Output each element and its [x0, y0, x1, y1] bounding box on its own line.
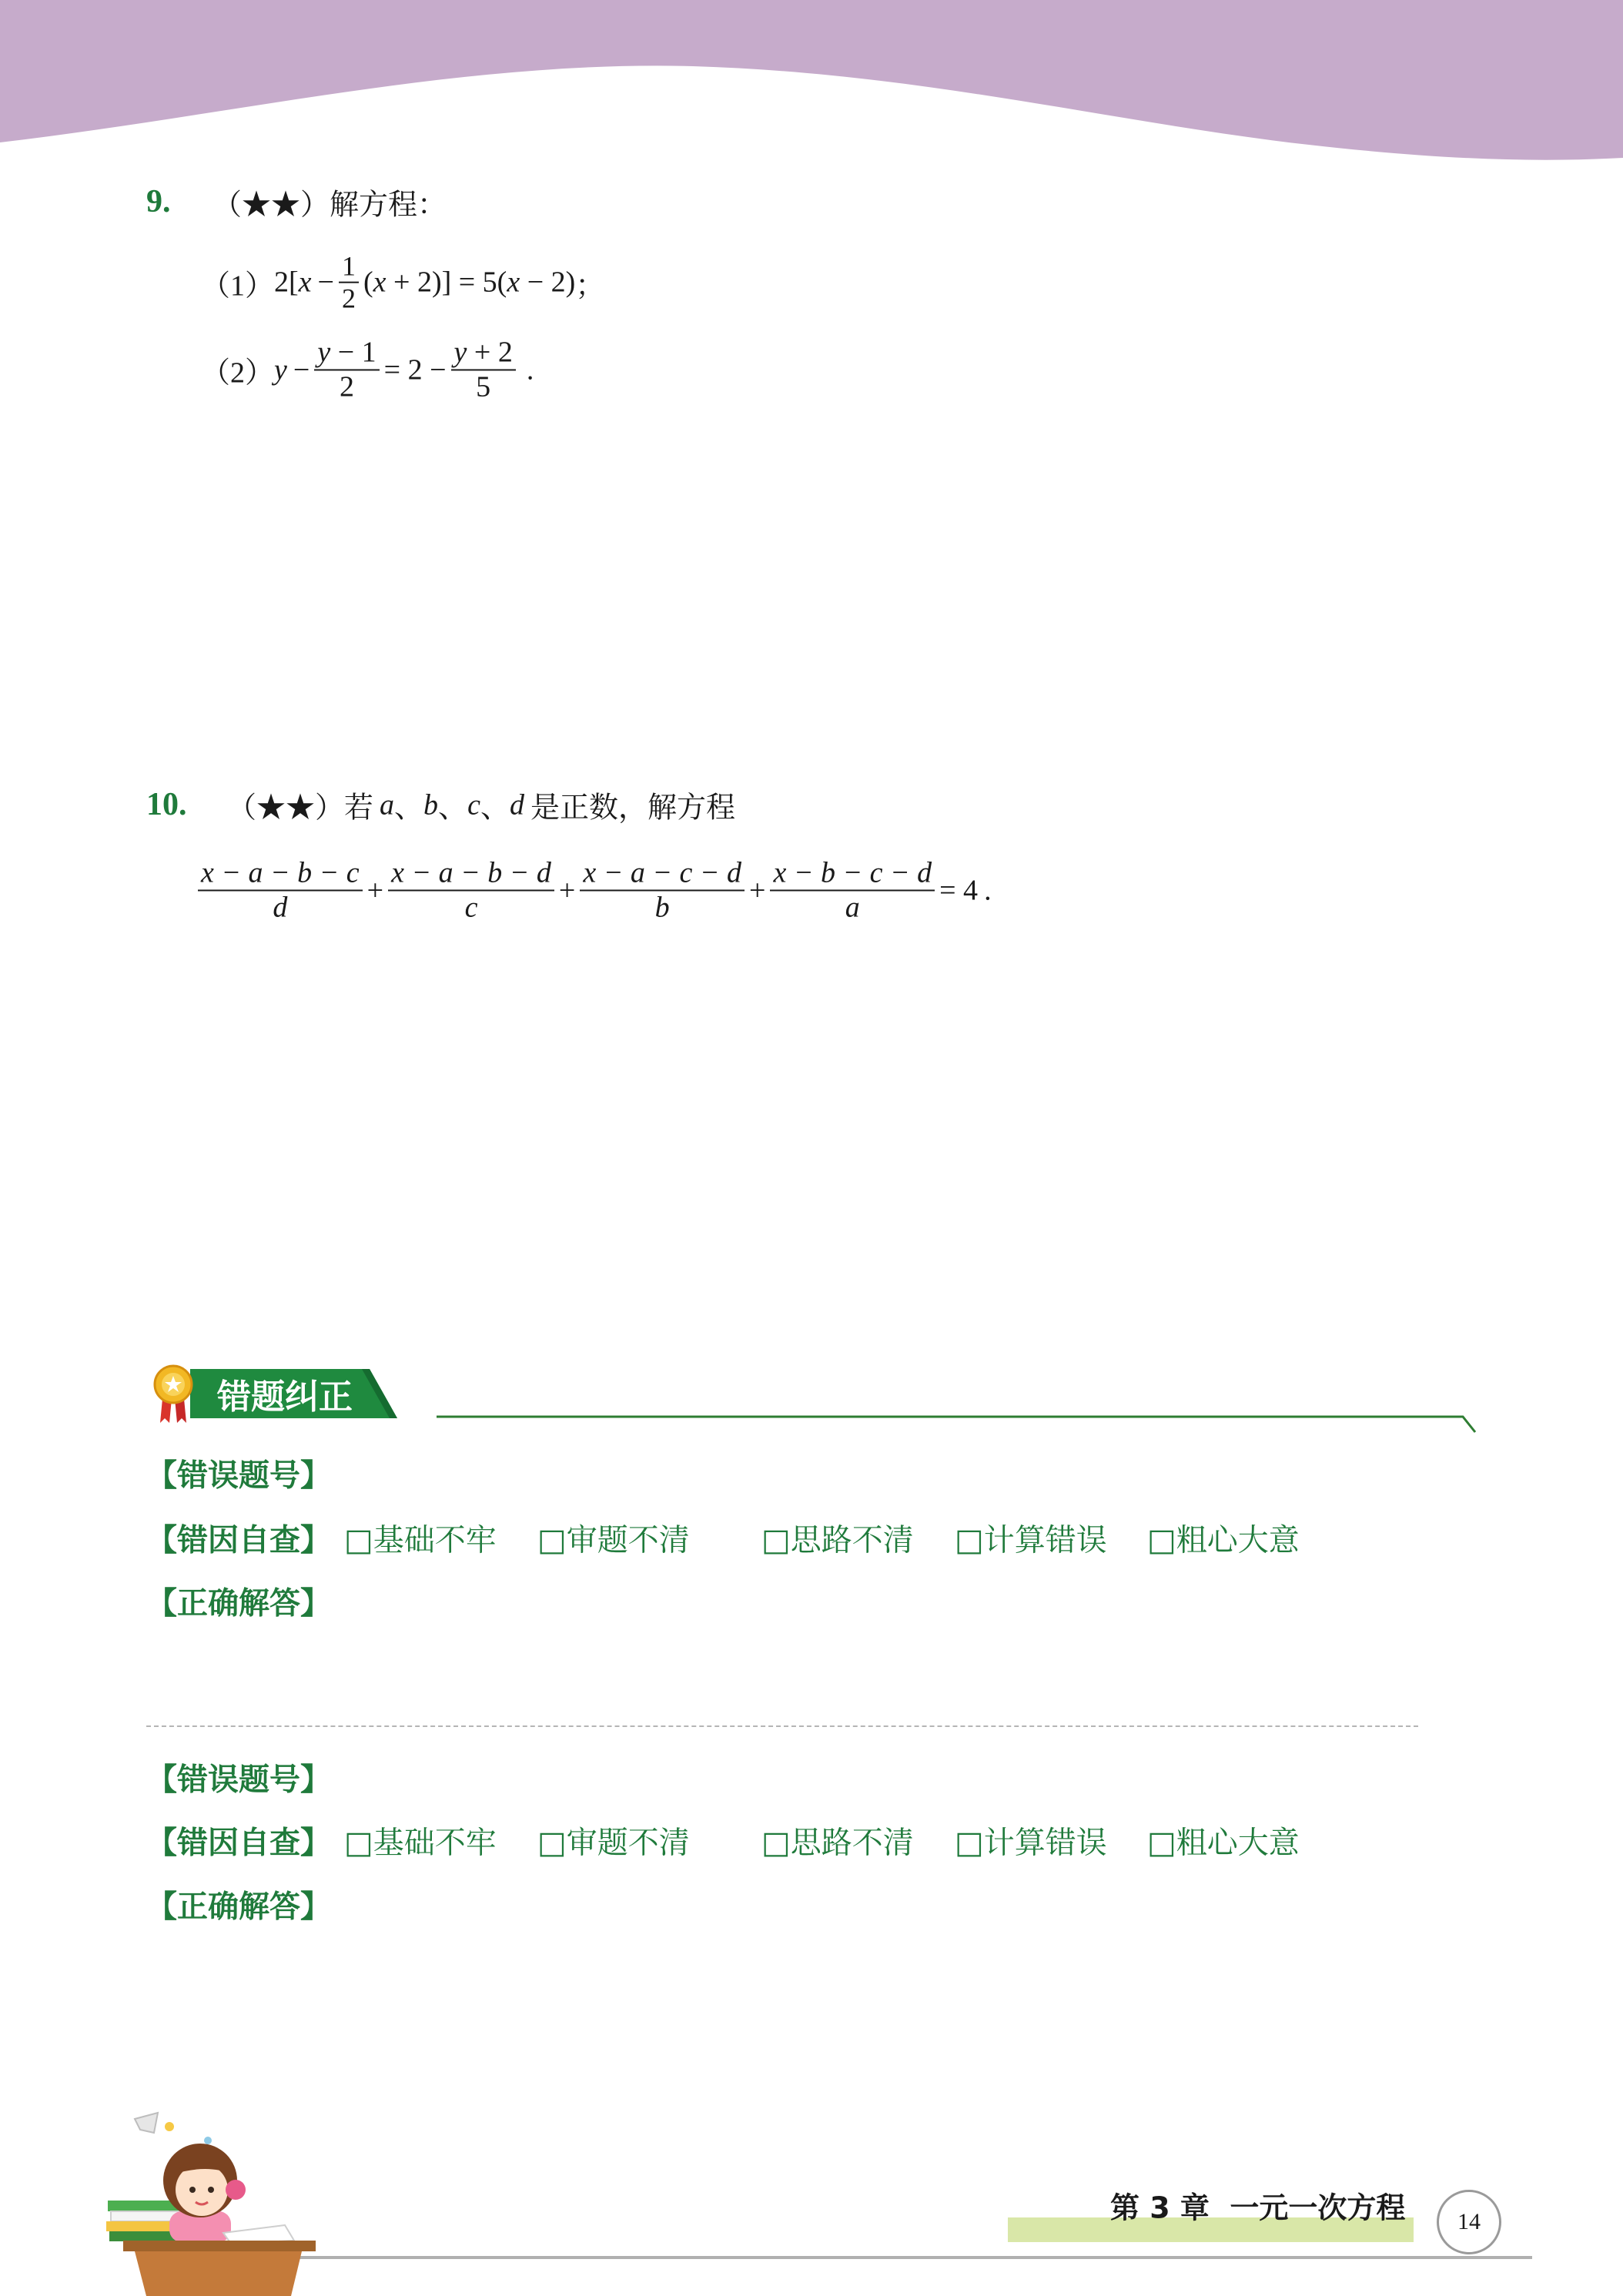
- plus-sign: +: [558, 874, 576, 906]
- separator: 、: [438, 792, 468, 825]
- option-calculation-error: □计算错误: [955, 1522, 1107, 1558]
- plus-sign: +: [749, 874, 766, 906]
- medal-icon: [152, 1364, 194, 1426]
- plus-sign: +: [366, 874, 384, 906]
- eq-variable: x: [507, 266, 520, 299]
- fraction-numerator: [451, 336, 516, 369]
- fraction: [198, 856, 363, 923]
- eq-end: ；: [575, 269, 605, 303]
- fraction-numerator: x − b − c − d: [773, 856, 932, 889]
- chapter-title: 第 3 章 一元一次方程: [1110, 2191, 1406, 2225]
- fraction: [580, 856, 745, 923]
- error-cause-label: 【错因自查】: [146, 1522, 331, 1558]
- prompt-variable: b: [423, 788, 439, 821]
- error-cause-label: 【错因自查】: [146, 1825, 331, 1861]
- eq-segment: − 2): [520, 266, 576, 299]
- fraction: [451, 336, 516, 403]
- fraction-denominator: 5: [451, 369, 516, 403]
- fraction-numerator: x − a − b − c: [201, 856, 360, 889]
- eq-segment: (: [363, 266, 373, 299]
- eq-variable: x: [373, 266, 387, 299]
- equation-rhs: = 4: [939, 874, 979, 906]
- option-calculation-error: □计算错误: [955, 1825, 1107, 1861]
- eq-variable: y: [453, 336, 467, 369]
- option-weak-basics: □基础不牢: [344, 1825, 497, 1861]
- fraction: [388, 856, 554, 923]
- question-10-equation: [193, 856, 992, 923]
- eq-segment: −: [317, 266, 334, 299]
- fraction: [770, 856, 935, 923]
- header-wave-band: [0, 0, 1623, 177]
- fraction: [339, 251, 359, 315]
- fraction: [314, 336, 379, 403]
- fraction-numerator: x − a − c − d: [583, 856, 742, 889]
- fraction-numerator: x − a − b − d: [391, 856, 551, 889]
- prompt-prefix: 若: [344, 792, 374, 825]
- eq-segment: 2[: [274, 266, 299, 299]
- part-label: （2）: [201, 356, 275, 390]
- part-label: （1）: [201, 269, 275, 303]
- wrong-question-number-label: 【错误题号】: [146, 1458, 331, 1494]
- question-9-number: 9.: [146, 184, 171, 219]
- question-9-heading: [212, 181, 447, 223]
- correct-answer-label: 【正确解答】: [146, 1585, 331, 1622]
- eq-end: .: [984, 874, 992, 906]
- eq-end: .: [526, 353, 534, 386]
- option-unclear-approach: □思路不清: [761, 1522, 914, 1558]
- option-weak-basics: □基础不牢: [344, 1522, 497, 1558]
- question-9-part-2: [201, 336, 534, 403]
- eq-segment: + 2)] = 5(: [386, 266, 507, 299]
- difficulty-stars: （★★）: [227, 792, 345, 825]
- option-unclear-approach: □思路不清: [761, 1825, 914, 1861]
- question-9-prompt: 解方程：: [330, 189, 447, 222]
- question-9-part-1: [201, 251, 604, 315]
- eq-segment: + 2: [467, 336, 513, 369]
- prompt-variable: c: [467, 788, 480, 821]
- girl-reading-illustration: [92, 2110, 339, 2296]
- eq-segment: −: [293, 353, 310, 386]
- option-misread-question: □审题不清: [537, 1522, 690, 1558]
- section-title: 错题纠正: [217, 1377, 353, 1417]
- separator: 、: [394, 792, 424, 825]
- difficulty-stars: （★★）: [212, 189, 330, 222]
- page-number-text: 14: [1457, 2209, 1481, 2234]
- question-10-heading: [227, 784, 735, 826]
- fraction-denominator: d: [198, 889, 363, 924]
- eq-segment: − 1: [330, 336, 376, 369]
- option-careless: □粗心大意: [1147, 1825, 1300, 1861]
- fraction-denominator: 2: [339, 282, 359, 314]
- eq-variable: y: [317, 336, 331, 369]
- separator: 、: [480, 792, 510, 825]
- fraction-numerator: [314, 336, 379, 369]
- prompt-suffix: 是正数，解方程: [530, 792, 735, 825]
- wrong-question-number-label: 【错误题号】: [146, 1762, 331, 1798]
- fraction-numerator: 1: [341, 250, 356, 282]
- fraction-denominator: b: [580, 889, 745, 924]
- fraction-denominator: a: [770, 889, 935, 924]
- correct-answer-label: 【正确解答】: [146, 1889, 331, 1925]
- eq-segment: = 2 −: [383, 353, 447, 386]
- page-number: [1437, 2190, 1501, 2254]
- eq-variable: x: [298, 266, 312, 299]
- option-careless: □粗心大意: [1147, 1522, 1300, 1558]
- prompt-variable: a: [380, 788, 395, 821]
- block-divider: [146, 1725, 1418, 1727]
- option-misread-question: □审题不清: [537, 1825, 690, 1861]
- footer-rule: [293, 2256, 1532, 2259]
- question-10-number: 10.: [146, 787, 187, 822]
- eq-variable: y: [274, 353, 287, 386]
- fraction-denominator: 2: [314, 369, 379, 403]
- prompt-variable: d: [509, 788, 524, 821]
- fraction-denominator: c: [388, 889, 554, 924]
